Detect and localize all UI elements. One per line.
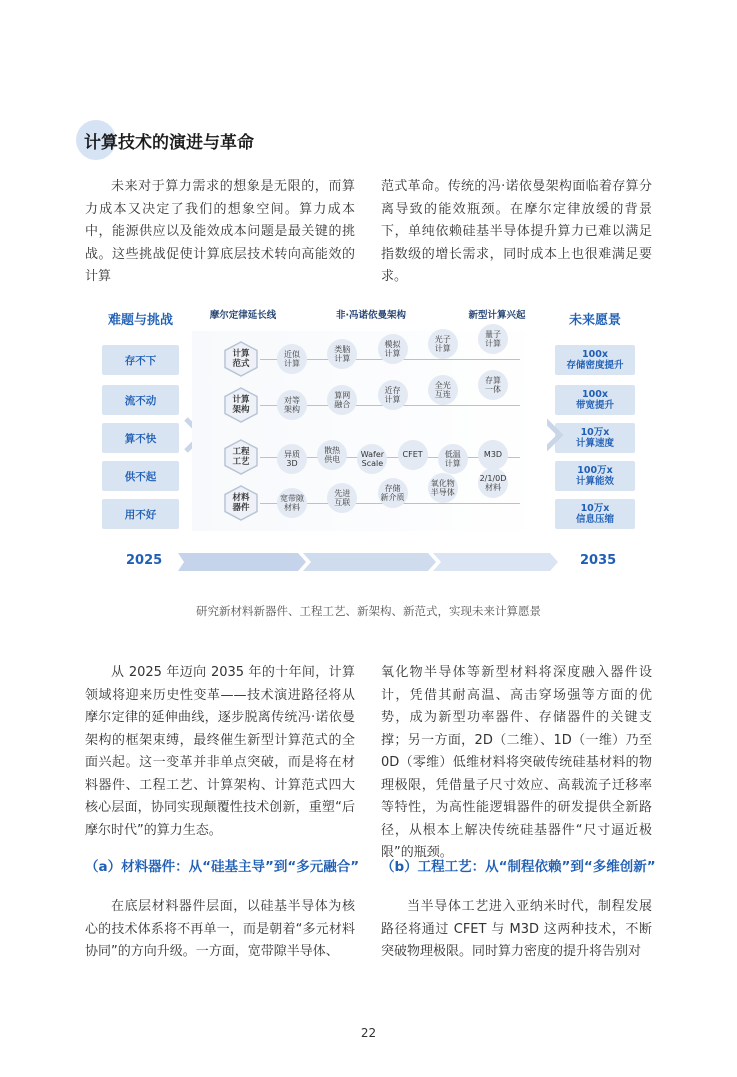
subsection-a-paragraph: 在底层材料器件层面，以硅基半导体为核心的技术体系将不再单一，而是朝着“多元材料协同”的方向升级。一方面，宽带隙半导体、 <box>85 899 355 959</box>
body-left-column <box>85 662 355 842</box>
row-label-hexagon <box>223 387 259 423</box>
timeline-segment-3: 新型计算兴起 <box>468 310 526 321</box>
timeline-bar <box>178 553 558 571</box>
tech-node: 全光 互连 <box>428 375 458 405</box>
tech-node: 光子 计算 <box>428 329 458 359</box>
tech-node: 异质 3D <box>277 444 307 474</box>
timeline-segment-1: 摩尔定律延长线 <box>209 310 277 321</box>
row-label-text: 工程 工艺 <box>232 447 250 467</box>
tech-node: 氧化物 半导体 <box>428 473 458 503</box>
challenge-box: 流不动 <box>102 385 179 415</box>
end-year: 2035 <box>580 553 617 568</box>
subsection-a-column <box>85 896 355 964</box>
subsection-a-title: （a）材料器件：从“硅基主导”到“多元融合” <box>85 859 360 875</box>
tech-node: 存储 新介质 <box>378 478 408 508</box>
challenge-box: 用不好 <box>102 499 179 529</box>
row-label-text: 计算 架构 <box>232 395 250 415</box>
start-year: 2025 <box>126 553 163 568</box>
tech-node: CFET <box>398 440 428 470</box>
subsection-b-column <box>381 896 652 964</box>
vision-box: 100x 存储密度提升 <box>555 345 635 375</box>
challenge-box: 供不起 <box>102 461 179 491</box>
tech-node: 近似 计算 <box>277 344 307 374</box>
tech-node: 存算 一体 <box>478 370 508 400</box>
tech-node: 先进 互联 <box>327 483 357 513</box>
subsection-b-paragraph: 当半导体工艺进入亚纳米时代，制程发展路径将通过 CFET 与 M3D 这两种技术，不断突破物理极限。同时算力密度的提升将告别对 <box>381 899 652 959</box>
tech-node: 算网 融合 <box>327 385 357 415</box>
figure-caption: 研究新材料新器件、工程工艺、新架构、新范式，实现未来计算愿景 <box>196 604 541 618</box>
body-right-paragraph: 氧化物半导体等新型材料将深度融入器件设计，凭借其耐高温、高击穿场强等方面的优势，成为新型功率器件、存储器件的关键支撑；另一方面，2D（二维）、1D（一维）乃至 0D（零维）低维材料将突破传统硅基材料的物理极限，凭借量子尺寸效应、高载流子迁移率等特性，为高性能逻辑器件的研发提供全新路径，从根本上解决传统硅基器件“尺寸逼近极限”的瓶颈。 <box>381 665 652 860</box>
tech-node: 近存 计算 <box>378 380 408 410</box>
body-left-paragraph: 从 2025 年迈向 2035 年的十年间，计算领域将迎来历史性变革——技术演进路径将从摩尔定律的延伸曲线，逐步脱离传统冯·诺依曼架构的框架束缚，最终催生新型计算范式的全面兴起。这一变革并非单点突破，而是将在材料器件、工程工艺、计算架构、计算范式四大核心层面，协同实现颠覆性技术创新，重塑“后摩尔时代”的算力生态。 <box>85 665 355 838</box>
subsection-b-title: （b）工程工艺：从“制程依赖”到“多维创新” <box>381 859 656 875</box>
tech-node: 类脑 计算 <box>327 339 357 369</box>
challenge-box: 存不下 <box>102 345 179 375</box>
row-label-hexagon <box>223 439 259 475</box>
tech-node: 低温 计算 <box>438 444 468 474</box>
evolution-diagram <box>100 305 640 580</box>
row-label-hexagon <box>223 341 259 377</box>
timeline-segment-2: 非·冯诺依曼架构 <box>335 310 407 321</box>
tech-node: 对等 架构 <box>277 390 307 420</box>
vision-box: 10万x 信息压缩 <box>555 499 635 529</box>
intro-right-column <box>381 176 652 289</box>
intro-left-column <box>85 176 355 289</box>
tech-node: Wafer Scale <box>357 444 387 474</box>
tech-node: 模拟 计算 <box>378 334 408 364</box>
tech-node: 宽带隙 材料 <box>277 488 307 518</box>
tech-node: 2/1/0D 材料 <box>478 468 508 498</box>
right-header: 未来愿景 <box>568 313 621 328</box>
vision-box: 100万x 计算能效 <box>555 461 635 491</box>
body-right-column <box>381 662 652 865</box>
tech-node: 量子 计算 <box>478 324 508 354</box>
row-label-text: 计算 范式 <box>232 349 250 369</box>
left-header: 难题与挑战 <box>107 313 173 328</box>
vision-box: 10万x 计算速度 <box>555 423 635 453</box>
intro-right-paragraph: 范式革命。传统的冯·诺依曼架构面临着存算分离导致的能效瓶颈。在摩尔定律放缓的背景下，单纯依赖硅基半导体提升算力已难以满足指数级的增长需求，同时成本上也很难满足要求。 <box>381 179 652 284</box>
tech-node: M3D <box>478 440 508 470</box>
page-number: 22 <box>360 1026 377 1040</box>
challenge-box: 算不快 <box>102 423 179 453</box>
intro-left-paragraph: 未来对于算力需求的想象是无限的，而算力成本又决定了我们的想象空间。算力成本中，能源供应以及能效成本问题是最关键的挑战。这些挑战促使计算底层技术转向高能效的计算 <box>85 179 355 284</box>
section-title: 计算技术的演进与革命 <box>84 133 254 153</box>
tech-node: 散热 供电 <box>317 440 347 470</box>
vision-box: 100x 带宽提升 <box>555 385 635 415</box>
row-label-text: 材料 器件 <box>232 493 250 513</box>
row-label-hexagon <box>223 485 259 521</box>
